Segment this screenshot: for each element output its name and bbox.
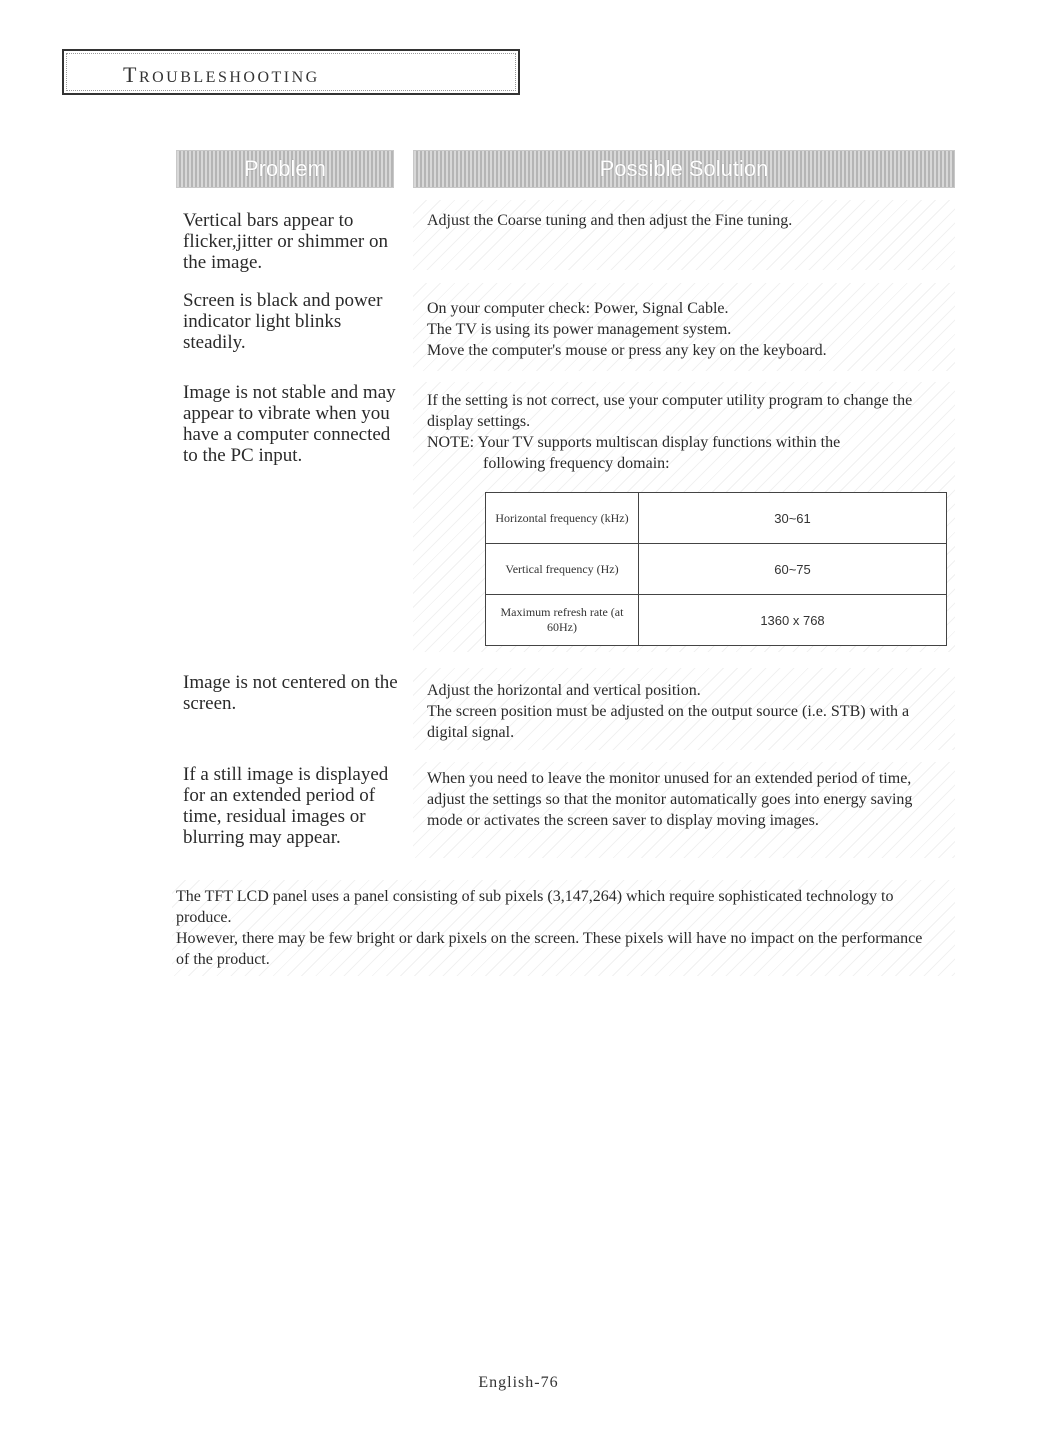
solution-text-1 [427,210,947,231]
page-number: English-76 [478,1374,559,1391]
solution-line: NOTE: Your TV supports multiscan display functions within the [427,434,841,451]
solution-line: Adjust the Coarse tuning and then adjust the Fine tuning. [427,212,793,229]
solution-text-4 [427,680,947,743]
table-row [486,544,947,595]
solution-text-5 [427,768,947,831]
problem-text-5: If a still image is displayed for an extended period of time, residual images or blurring may appear. [183,764,389,848]
table-label-cell: Vertical frequency (Hz) [486,544,639,595]
footer-paragraph: The TFT LCD panel uses a panel consisting of sub pixels (3,147,264) which require sophisticated technology to produce. [176,888,894,926]
solution-line: When you need to leave the monitor unused for an extended period of time, adjust the settings so that the monitor automatically goes into energy saving mode or activates the screen saver to display moving images. [427,770,913,829]
solution-text-3 [427,390,947,474]
problem-text-1: Vertical bars appear to flicker,jitter or shimmer on the image. [183,210,389,273]
table-label-cell: Maximum refresh rate (at 60Hz) [486,595,639,646]
problem-column-header: Problem [176,150,394,188]
table-value-cell: 60~75 [639,544,947,595]
frequency-table [485,492,947,646]
problem-text-2: Screen is black and power indicator light blinks steadily. [183,290,383,353]
solution-line: following frequency domain: [483,455,670,472]
footer-note [176,886,936,970]
problem-text-4: Image is not centered on the screen. [183,672,398,714]
solution-line: The TV is using its power management system. [427,321,732,338]
table-row [486,595,947,646]
solution-line: On your computer check: Power, Signal Cable. [427,300,729,317]
table-value-cell: 30~61 [639,493,947,544]
solution-line: Adjust the horizontal and vertical position. [427,682,701,699]
footer-paragraph: However, there may be few bright or dark pixels on the screen. These pixels will have no impact on the performance of the product. [176,930,923,968]
table-row [486,493,947,544]
solution-column-header: Possible Solution [413,150,955,188]
problem-text-3: Image is not stable and may appear to vibrate when you have a computer connected to the PC input. [183,382,396,466]
solution-text-2 [427,298,947,361]
table-value-cell: 1360 x 768 [639,595,947,646]
section-title [123,62,320,88]
section-title-initial: T [123,62,139,87]
table-label-cell: Horizontal frequency (kHz) [486,493,639,544]
section-title-rest: ROUBLESHOOTING [138,69,320,86]
solution-line: If the setting is not correct, use your computer utility program to change the display settings. [427,392,913,430]
solution-line: Move the computer's mouse or press any key on the keyboard. [427,342,827,359]
solution-line: The screen position must be adjusted on the output source (i.e. STB) with a digital signal. [427,703,910,741]
